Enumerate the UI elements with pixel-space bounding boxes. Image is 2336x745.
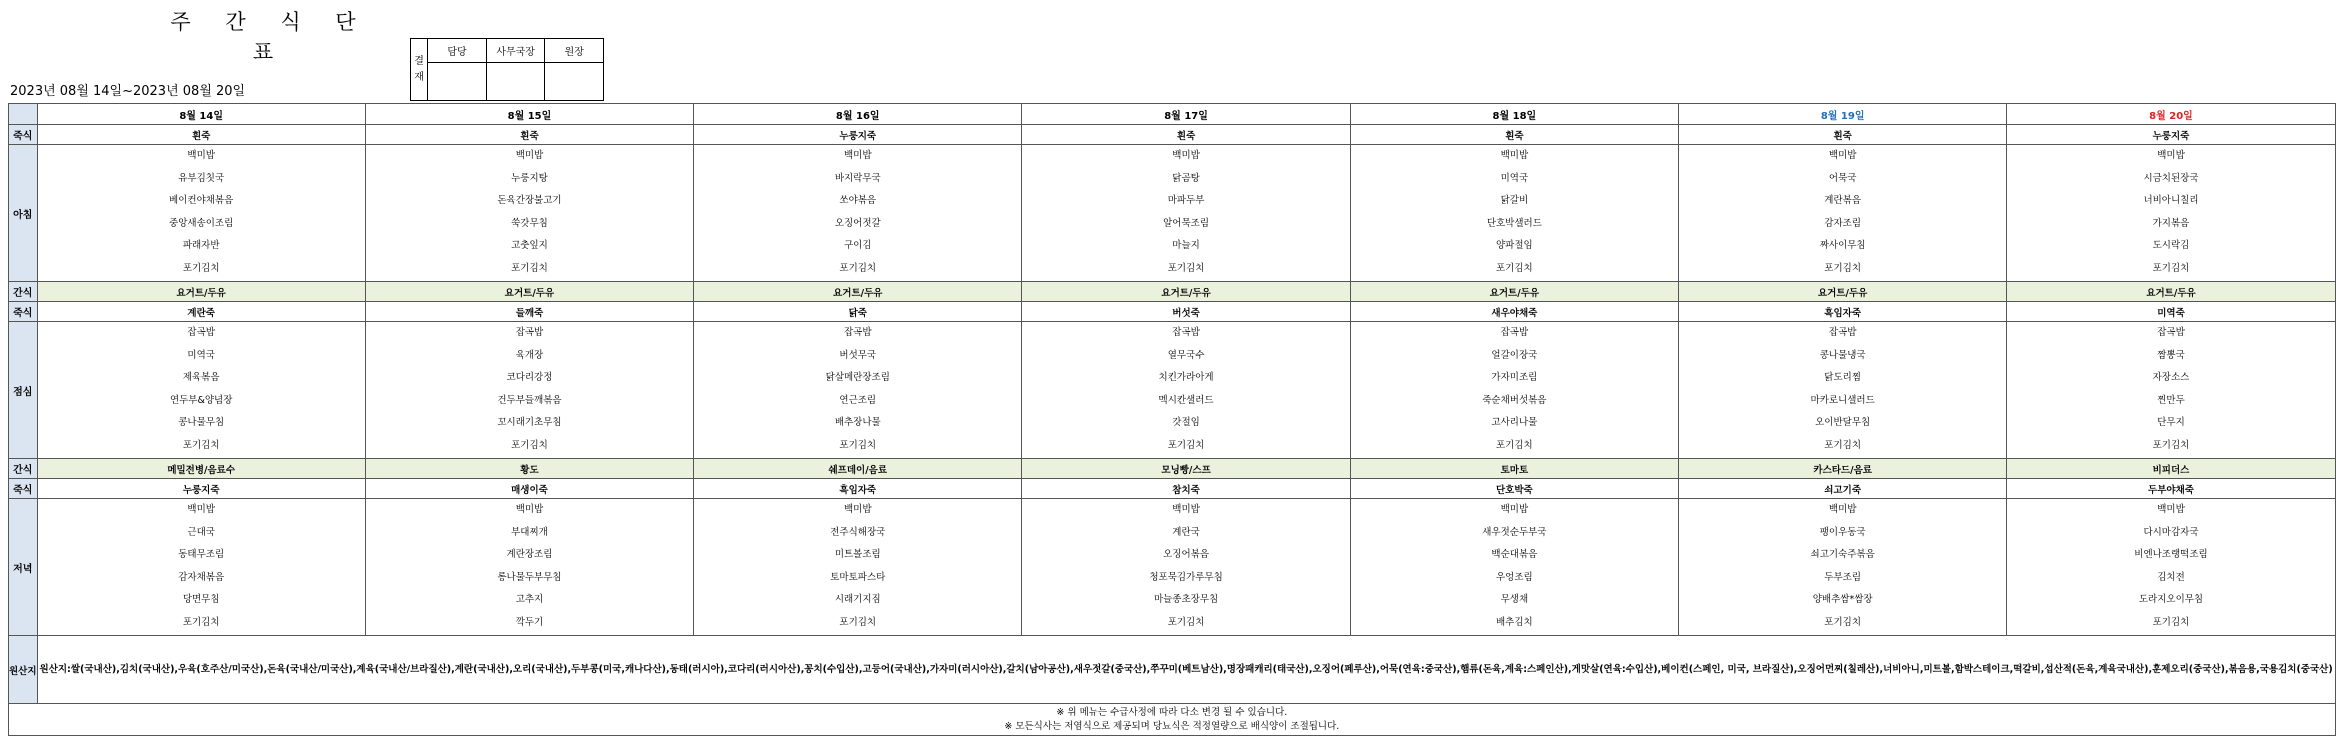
menu-item: 포기김치 [511, 262, 548, 274]
dinner-porridge-row-cell: 누룽지죽 [37, 479, 365, 499]
menu-item: 닭살메란장조림 [825, 372, 890, 383]
lunch-porridge-row-cell: 새우야채죽 [1350, 302, 1678, 322]
menu-item: 제육볶음 [182, 372, 220, 383]
menu-item: 마늘종초장무침 [1153, 594, 1219, 605]
menu-item: 시래기지짐 [834, 594, 881, 605]
page-title: 주 간 식 단 표 [170, 10, 370, 64]
menu-item: 도시락김 [2152, 240, 2190, 251]
approval-sign-director [545, 63, 604, 101]
menu-item: 백미밥 [187, 504, 215, 515]
menu-item: 포기김치 [1167, 439, 1205, 451]
lunch-porridge-row-cell: 계란죽 [37, 302, 365, 322]
lunch-row [9, 322, 2336, 459]
day-header: 8월 18일 [1350, 104, 1678, 125]
menu-item: 짜사이무침 [1819, 240, 1866, 251]
menu-item: 포기김치 [1824, 439, 1862, 451]
dinner-porridge-row-cell: 두부야채죽 [2007, 479, 2335, 499]
dinner-row-label: 저녁 [9, 499, 38, 636]
menu-item: 무생채 [1500, 594, 1529, 605]
menu-item: 백미밥 [844, 150, 872, 161]
menu-item: 콩나물무침 [178, 417, 225, 428]
approval-sign-manager [486, 63, 545, 101]
menu-item: 양파절임 [1496, 240, 1533, 251]
breakfast-porridge-row-cell: 누룽지죽 [694, 125, 1022, 145]
menu-item: 부대찌개 [511, 526, 548, 538]
breakfast-row-day [1350, 145, 1678, 282]
menu-item: 고추지 [515, 594, 544, 605]
menu-item: 감자채볶음 [178, 571, 225, 583]
menu-item: 연두부&양념장 [169, 394, 233, 406]
menu-item: 비엔나조랭떡조림 [2134, 549, 2208, 560]
menu-item: 중앙새송이조림 [169, 217, 234, 229]
breakfast-row-day [2007, 145, 2335, 282]
day-header: 8월 20일 [2007, 104, 2335, 125]
snack2-row-cell: 황도 [365, 459, 693, 479]
dinner-porridge-row-cell: 흑임자죽 [694, 479, 1022, 499]
menu-item: 포기김치 [839, 616, 877, 628]
lunch-row-day [1022, 322, 1350, 459]
menu-item: 백미밥 [1500, 150, 1529, 161]
menu-item: 양배추쌈*쌈장 [1812, 594, 1873, 605]
lunch-row-day [365, 322, 693, 459]
lunch-row-day [1679, 322, 2007, 459]
breakfast-porridge-row-cell: 흰죽 [37, 125, 365, 145]
lunch-row-day [1350, 322, 1678, 459]
breakfast-porridge-row-cell: 흰죽 [365, 125, 693, 145]
menu-item: 토마토파스타 [830, 571, 886, 583]
breakfast-row [9, 145, 2336, 282]
menu-item: 백미밥 [515, 150, 544, 161]
breakfast-porridge-row-cell: 흰죽 [1350, 125, 1678, 145]
lunch-porridge-row-cell: 닭죽 [694, 302, 1022, 322]
menu-item: 포기김치 [1824, 262, 1862, 274]
menu-item: 단호박샐러드 [1486, 217, 1542, 229]
menu-item: 고춧잎지 [511, 240, 548, 251]
lunch-row-day [2007, 322, 2335, 459]
menu-item: 마카로니샐러드 [1810, 394, 1875, 406]
menu-item: 닭갈비 [1500, 195, 1529, 206]
menu-item: 잡곡밥 [187, 327, 215, 338]
menu-item: 고사리나물 [1491, 417, 1538, 428]
day-header: 8월 19일 [1679, 104, 2007, 125]
menu-item: 백미밥 [187, 150, 215, 161]
menu-item: 짬뽕국 [2157, 349, 2185, 361]
note-line: ※ 모든식사는 저염식으로 제공되며 당뇨식은 적정열량으로 배식양이 조절됩니다. [1004, 720, 1340, 732]
menu-item: 청포묵김가루무침 [1149, 571, 1223, 583]
menu-item: 가자미조림 [1491, 372, 1538, 383]
menu-item: 백미밥 [1172, 150, 1200, 161]
menu-item: 김치전 [2157, 571, 2185, 583]
menu-item: 배추김치 [1496, 616, 1533, 628]
menu-item: 미트볼조림 [834, 549, 881, 560]
menu-item: 팽이우동국 [1819, 526, 1866, 538]
menu-item: 새우젓순두부국 [1482, 526, 1547, 538]
lunch-row-day [37, 322, 365, 459]
dinner-row-day [37, 499, 365, 636]
menu-item: 포기김치 [1496, 262, 1533, 274]
lunch-porridge-row-label: 죽식 [9, 302, 38, 322]
menu-item: 계란장조림 [506, 549, 553, 560]
menu-item: 잡곡밥 [2157, 327, 2185, 338]
menu-item: 잡곡밥 [515, 327, 544, 338]
menu-item: 도라지오이무침 [2138, 594, 2204, 605]
lunch-row-day [694, 322, 1022, 459]
menu-item: 치킨가라아게 [1158, 372, 1214, 383]
menu-item: 우엉조림 [1496, 571, 1533, 583]
menu-item: 유부김칫국 [178, 172, 225, 184]
approval-col-staff: 담당 [428, 39, 487, 63]
snack2-row-cell: 비피더스 [2007, 459, 2335, 479]
origin-text: 원산지:쌀(국내산),김치(국내산),우육(호주산/미국산),돈육(국내산/미국산),계육(국내산/브라질산),계란(국내산),오리(국내산),두부콩(미국,캐나다산),동태(러시아),코다리(러시아산),꽁치(수입산),고등어(국내산),가자미(러시아산),갈치(남아공산),새우젓갈(중국산),쭈꾸미(베트남산),명장패캐리(태국산),오징어(페루산),어묵(연육:중국산),햄류(돈육,계육:스페인산),게맛살(연육:수입산),베이컨(스페인, 미국, 브라질산),오징어먼찌(칠레산),너비아니,미트볼,함박스테이크,떡갈비,섭산적(돈육,계육국내산),훈제오리(중국산),볶음용,국용김치(중국산) [37, 636, 2335, 704]
menu-item: 백미밥 [515, 504, 544, 515]
approval-col-director: 원장 [545, 39, 604, 63]
menu-item: 포기김치 [182, 616, 220, 628]
snack2-row-cell: 토마토 [1350, 459, 1678, 479]
menu-item: 잡곡밥 [1828, 327, 1857, 338]
snack1-row-label: 간식 [9, 282, 38, 302]
lunch-porridge-row-cell: 미역죽 [2007, 302, 2335, 322]
day-header: 8월 14일 [37, 104, 365, 125]
menu-item: 백미밥 [1500, 504, 1529, 515]
lunch-porridge-row-cell: 들깨죽 [365, 302, 693, 322]
menu-item: 시금치된장국 [2143, 172, 2199, 184]
origin-label: 원산지 [9, 636, 38, 704]
menu-item: 찐만두 [2157, 394, 2185, 406]
note-line: ※ 위 메뉴는 수급사정에 따라 다소 변경 될 수 있습니다. [1056, 706, 1288, 718]
menu-item: 포기김치 [839, 439, 877, 451]
menu-item: 쑥갓무침 [511, 217, 548, 229]
breakfast-porridge-row [9, 125, 2336, 145]
menu-item: 계란볶음 [1824, 195, 1862, 206]
menu-item: 포기김치 [1167, 262, 1205, 274]
menu-item: 단무지 [2157, 417, 2185, 428]
breakfast-porridge-row-cell: 흰죽 [1022, 125, 1350, 145]
menu-item: 콩나물냉국 [1819, 349, 1866, 361]
dinner-porridge-row-cell: 쇠고기죽 [1679, 479, 2007, 499]
menu-item: 백미밥 [1828, 504, 1857, 515]
dinner-row-day [365, 499, 693, 636]
menu-item: 포기김치 [182, 262, 220, 274]
menu-item: 포기김치 [2152, 616, 2190, 628]
dinner-row-day [2007, 499, 2335, 636]
snack2-row-cell: 쉐프데이/음료 [694, 459, 1022, 479]
menu-item: 닭도리찜 [1824, 372, 1862, 383]
menu-item: 백미밥 [2157, 150, 2185, 161]
breakfast-row-day [37, 145, 365, 282]
dinner-porridge-row-label: 죽식 [9, 479, 38, 499]
lunch-row-label: 점심 [9, 322, 38, 459]
menu-item: 오징어젓갈 [834, 217, 881, 229]
menu-item: 멕시칸샐러드 [1158, 394, 1214, 406]
menu-table [8, 103, 2336, 736]
menu-item: 연근조림 [839, 394, 877, 406]
snack1-row [9, 282, 2336, 302]
lunch-porridge-row-cell: 흑임자죽 [1679, 302, 2007, 322]
approval-sign-staff [428, 63, 487, 101]
menu-item: 베이컨야채볶음 [169, 195, 234, 206]
day-header: 8월 16일 [694, 104, 1022, 125]
snack1-row-cell: 요거트/두유 [1350, 282, 1678, 302]
menu-item: 오이반달무침 [1815, 417, 1871, 428]
menu-item: 마늘지 [1172, 240, 1200, 251]
snack2-row-cell: 메밀전병/음료수 [37, 459, 365, 479]
menu-item: 죽순채버섯볶음 [1482, 394, 1547, 406]
dinner-row-day [1679, 499, 2007, 636]
date-range: 2023년 08월 14일~2023년 08월 20일 [10, 84, 246, 99]
breakfast-row-day [694, 145, 1022, 282]
menu-item: 버섯무국 [839, 349, 877, 361]
menu-item: 잡곡밥 [844, 327, 872, 338]
menu-item: 당면무침 [182, 594, 220, 605]
menu-item: 포기김치 [182, 439, 220, 451]
menu-item: 코다리강정 [506, 372, 553, 383]
menu-item: 얼갈이장국 [1491, 349, 1538, 361]
breakfast-row-day [1679, 145, 2007, 282]
menu-item: 어묵국 [1828, 172, 1857, 184]
menu-item: 포기김치 [511, 439, 548, 451]
menu-item: 가지볶음 [2152, 217, 2190, 229]
menu-item: 육개장 [515, 349, 544, 361]
menu-item: 백순대볶음 [1491, 549, 1538, 560]
menu-item: 백미밥 [1172, 504, 1200, 515]
menu-item: 쏘야볶음 [839, 195, 877, 206]
menu-item: 갓절임 [1172, 417, 1200, 428]
menu-item: 누룽지탕 [511, 172, 548, 184]
menu-item: 깍두기 [515, 616, 544, 628]
snack1-row-cell: 요거트/두유 [694, 282, 1022, 302]
notes-row [9, 704, 2336, 736]
header-corner [9, 104, 38, 125]
snack1-row-cell: 요거트/두유 [1679, 282, 2007, 302]
day-header: 8월 17일 [1022, 104, 1350, 125]
menu-item: 알어묵조림 [1163, 217, 1210, 229]
menu-item: 닭곰탕 [1172, 172, 1200, 184]
dinner-porridge-row-cell: 단호박죽 [1350, 479, 1678, 499]
menu-item: 백미밥 [2157, 504, 2185, 515]
approval-label: 결재 [411, 39, 428, 101]
menu-item: 건두부들깨볶음 [497, 394, 562, 406]
menu-item: 포기김치 [1496, 439, 1533, 451]
menu-item: 포기김치 [2152, 262, 2190, 274]
approval-col-manager: 사무국장 [486, 39, 545, 63]
breakfast-porridge-row-cell: 누룽지죽 [2007, 125, 2335, 145]
dinner-porridge-row [9, 479, 2336, 499]
breakfast-row-label: 아침 [9, 145, 38, 282]
menu-item: 감자조림 [1824, 217, 1862, 229]
snack1-row-cell: 요거트/두유 [37, 282, 365, 302]
day-header: 8월 15일 [365, 104, 693, 125]
dinner-row-day [1350, 499, 1678, 636]
menu-item: 열무국수 [1167, 349, 1205, 361]
menu-item: 전주식해장국 [830, 526, 886, 538]
snack2-row [9, 459, 2336, 479]
breakfast-row-day [1022, 145, 1350, 282]
menu-item: 백미밥 [1828, 150, 1857, 161]
menu-item: 두부조림 [1824, 571, 1862, 583]
dinner-row [9, 499, 2336, 636]
menu-item: 다시마감자국 [2143, 526, 2199, 538]
menu-item: 배추장나물 [834, 417, 881, 428]
lunch-porridge-row-cell: 버섯죽 [1022, 302, 1350, 322]
menu-item: 마파두부 [1167, 195, 1205, 206]
menu-item: 포기김치 [1167, 616, 1205, 628]
approval-box [410, 38, 604, 101]
menu-item: 롱나물두부무침 [497, 571, 562, 583]
notes-cell [9, 704, 2336, 736]
menu-item: 파래자반 [182, 240, 220, 251]
breakfast-row-day [365, 145, 693, 282]
snack2-row-cell: 모닝빵/스프 [1022, 459, 1350, 479]
snack2-row-cell: 카스타드/음료 [1679, 459, 2007, 479]
menu-item: 근대국 [187, 526, 215, 538]
breakfast-porridge-row-cell: 흰죽 [1679, 125, 2007, 145]
menu-item: 너비아니칠리 [2143, 195, 2199, 206]
menu-item: 잡곡밥 [1500, 327, 1529, 338]
menu-item: 구이김 [844, 240, 872, 251]
origin-row [9, 636, 2336, 704]
menu-item: 포기김치 [2152, 439, 2190, 451]
menu-item: 쇠고기숙주볶음 [1810, 549, 1875, 560]
menu-item: 바지락무국 [834, 172, 881, 184]
menu-item: 미역국 [1500, 172, 1529, 184]
menu-item: 동태무조림 [178, 549, 225, 560]
dinner-porridge-row-cell: 참치죽 [1022, 479, 1350, 499]
menu-item: 자장소스 [2152, 372, 2190, 383]
menu-item: 백미밥 [844, 504, 872, 515]
menu-item: 오징어볶음 [1163, 549, 1210, 560]
menu-item: 미역국 [187, 349, 215, 361]
snack1-row-cell: 요거트/두유 [1022, 282, 1350, 302]
lunch-porridge-row [9, 302, 2336, 322]
menu-item: 꼬시래기초무침 [497, 417, 562, 428]
menu-item: 포기김치 [1824, 616, 1862, 628]
dinner-row-day [694, 499, 1022, 636]
dinner-row-day [1022, 499, 1350, 636]
dinner-porridge-row-cell: 매생이죽 [365, 479, 693, 499]
menu-item: 돈육간장불고기 [497, 195, 562, 206]
breakfast-porridge-row-label: 죽식 [9, 125, 38, 145]
snack2-row-label: 간식 [9, 459, 38, 479]
menu-item: 잡곡밥 [1172, 327, 1200, 338]
snack1-row-cell: 요거트/두유 [365, 282, 693, 302]
snack1-row-cell: 요거트/두유 [2007, 282, 2335, 302]
menu-item: 포기김치 [839, 262, 877, 274]
menu-item: 계란국 [1172, 526, 1200, 538]
